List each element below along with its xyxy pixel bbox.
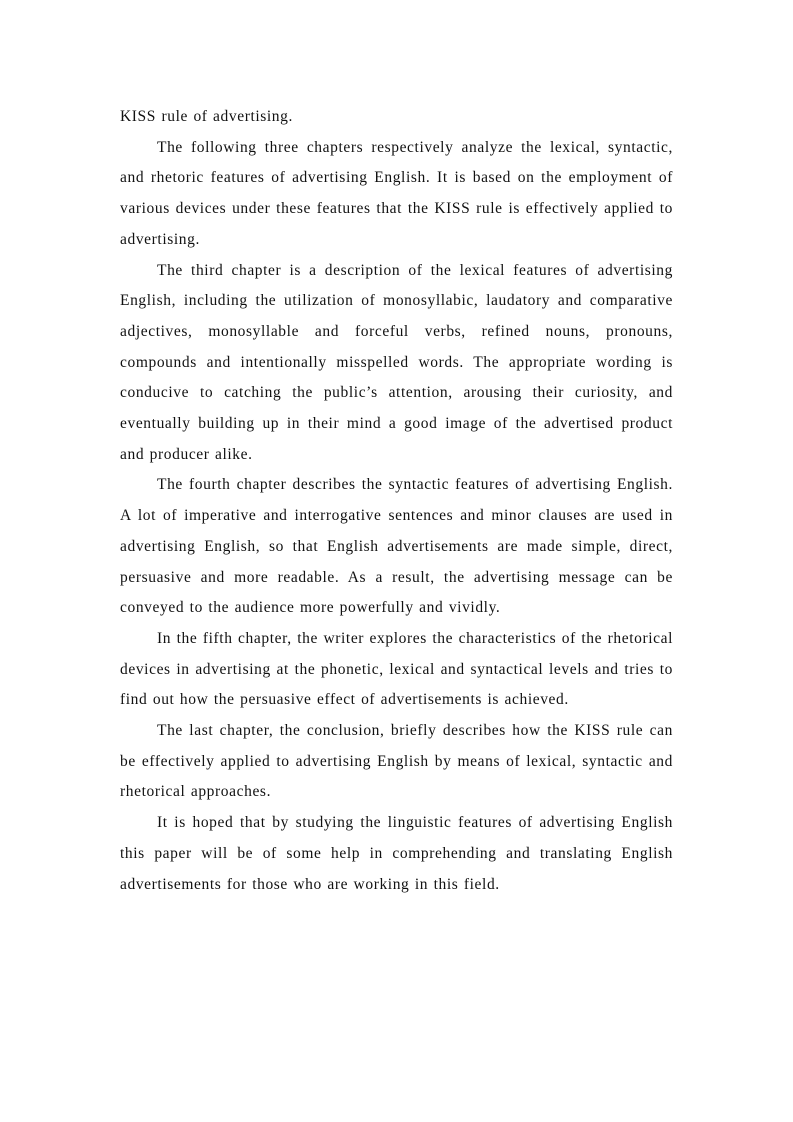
body-text [120, 102, 673, 900]
paragraph-continuation: KISS rule of advertising. [120, 108, 293, 125]
paragraph-fifth-chapter: In the fifth chapter, the writer explores the characteristics of the rhetorical devices in advertising at the phonetic, lexical and syntactical levels and tries to find out how the persuasive effect of advertisements is achieved. [120, 629, 673, 709]
paragraph-fourth-chapter: The fourth chapter describes the syntactic features of advertising English. A lot of imperative and interrogative sentences and minor clauses are used in advertising English, so that English advertisements are made simple, direct, persuasive and more readable. As a result, the advertising message can be conveyed to the audience more powerfully and vividly. [120, 476, 673, 617]
paragraph-chapters-overview: The following three chapters respectively analyze the lexical, syntactic, and rhetoric features of advertising English. It is based on the employment of various devices under these features that the KISS rule is effectively applied to advertising. [120, 138, 673, 248]
paragraph-last-chapter: The last chapter, the conclusion, briefly describes how the KISS rule can be effectively applied to advertising English by means of lexical, syntactic and rhetorical approaches. [120, 722, 673, 801]
paragraph-third-chapter: The third chapter is a description of the lexical features of advertising English, including the utilization of monosyllabic, laudatory and comparative adjectives, monosyllable and forceful verbs, refined nouns, pronouns, compounds and intentionally misspelled words. The appropriate wording is conducive to catching the public’s attention, arousing their curiosity, and eventually building up in their mind a good image of the advertised product and producer alike. [120, 261, 673, 463]
paragraph-closing: It is hoped that by studying the linguistic features of advertising English this paper will be of some help in comprehending and translating English advertisements for those who are working in this field. [120, 814, 673, 893]
